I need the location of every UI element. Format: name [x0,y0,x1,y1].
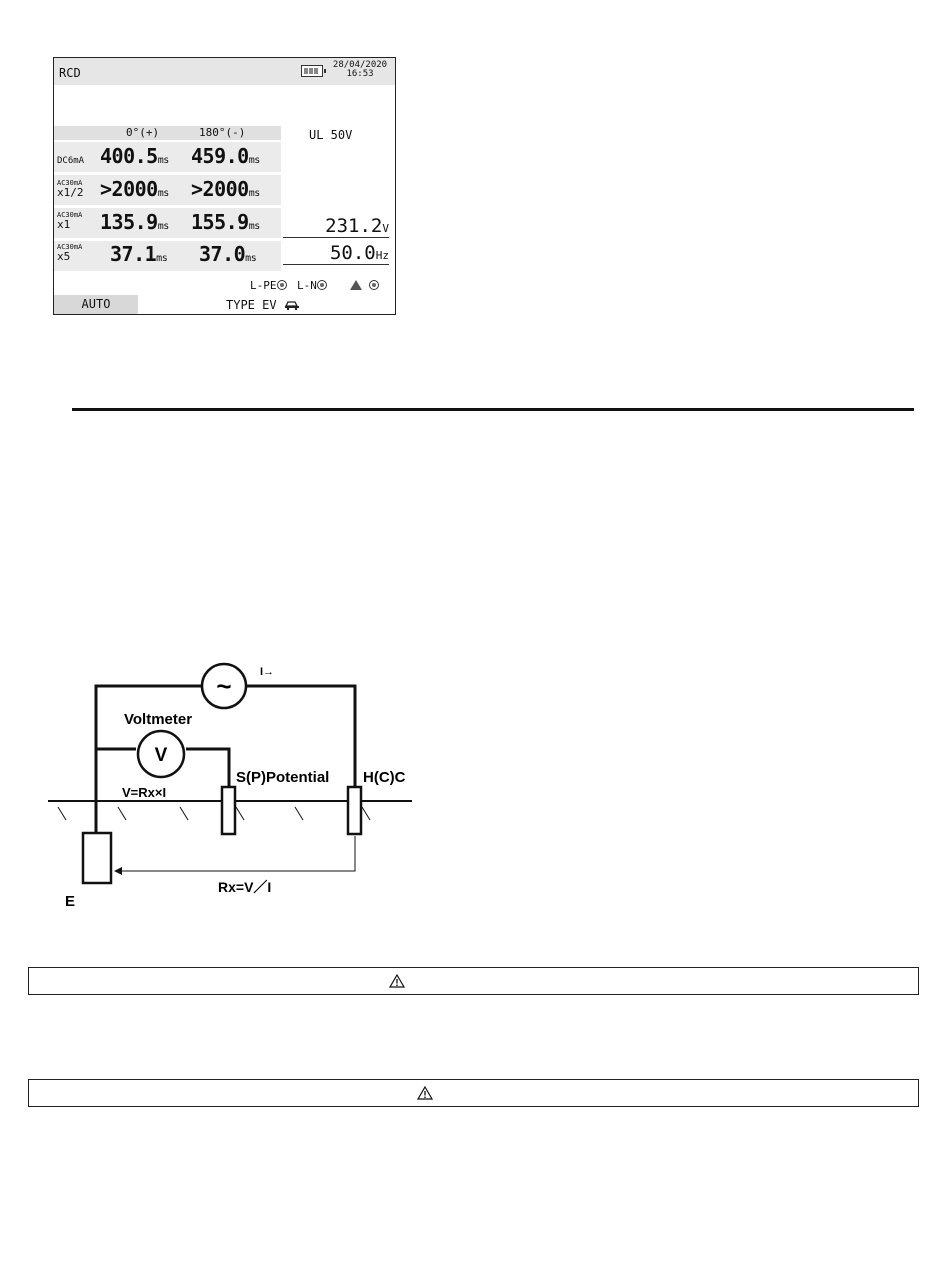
section-divider [72,408,914,411]
type-ev-label: TYPE EV [226,298,300,312]
earth-electrode-label: E [65,893,76,910]
row-label: AC30mA x5 [57,243,83,263]
current-probe-label: H(C)C [363,769,406,786]
ln-status: L-N [297,279,327,292]
result-value: 155.9ms [191,210,260,234]
potential-probe-label: S(P)Potential [236,769,330,786]
result-value: 37.1ms [110,242,168,266]
dimension-arrow-icon [114,867,122,875]
caution-box [28,1079,919,1107]
current-probe [348,787,361,834]
hazard-status [350,279,379,292]
date-time [327,61,393,79]
date: 28/04/2020 [332,60,388,70]
battery-icon [301,65,323,77]
row-label: AC30mA x1/2 [57,179,84,199]
lpe-status: L-PE [250,279,287,292]
row-label: AC30mA x1 [57,211,83,231]
earth-electrode [83,833,111,883]
row-label: DC6mA [57,156,85,166]
column-header-180deg: 180°(-) [199,126,246,139]
current-arrow-label: I→ [260,666,275,678]
circle-indicator-icon [317,280,327,290]
resistance-dimension-line [119,836,355,871]
screen-header [54,58,395,85]
circle-indicator-icon [277,280,287,290]
voltmeter-wire-right [186,749,229,787]
voltmeter-label: Voltmeter [124,711,193,728]
result-value: 459.0ms [191,144,260,168]
potential-probe [222,787,235,834]
column-header-band [54,126,281,140]
voltage-readout: 231.2V [283,215,389,238]
resistance-equation: Rx=V／I [218,879,272,895]
earth-resistance-diagram [40,655,420,910]
mode-label: RCD [59,66,81,80]
result-value: 37.0ms [199,242,257,266]
result-value: 400.5ms [100,144,169,168]
circle-indicator-icon [369,280,379,290]
ev-car-icon [284,300,300,310]
screen-footer [54,295,395,314]
result-value: 135.9ms [100,210,169,234]
voltage-equation: V=Rx×I [122,785,167,800]
rcd-test-screen [53,57,396,315]
warning-icon [389,974,405,988]
time: 16:53 [346,69,374,79]
warning-icon [417,1086,433,1100]
ac-source-symbol: ~ [216,671,232,701]
frequency-readout: 50.0Hz [283,242,389,265]
result-table [54,126,281,271]
warning-icon [350,280,362,290]
result-value: >2000ms [191,177,260,201]
column-header-0deg: 0°(+) [126,126,160,139]
touch-voltage-limit: UL 50V [309,128,353,142]
voltmeter-symbol: V [154,745,168,766]
result-value: >2000ms [100,177,169,201]
ground-hatching [58,807,370,820]
auto-mode-tab: AUTO [54,295,138,314]
caution-box [28,967,919,995]
